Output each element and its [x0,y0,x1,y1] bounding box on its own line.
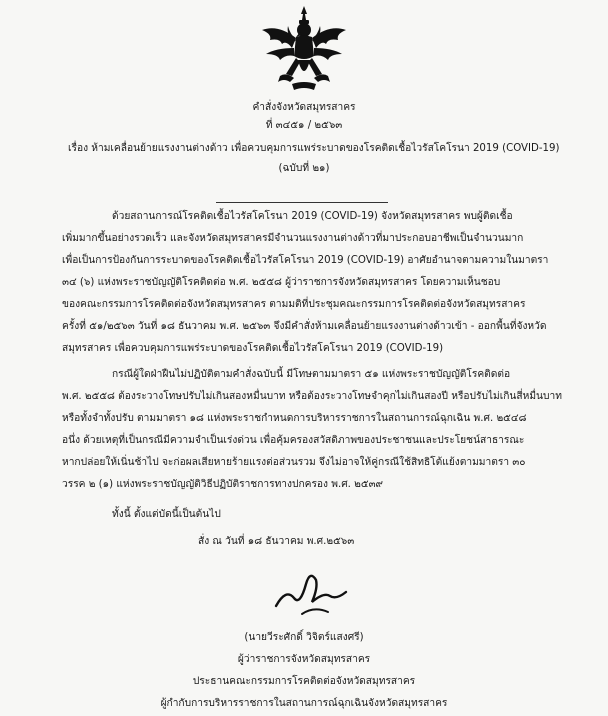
paragraph-1-line: สมุทรสาคร เพื่อควบคุมการแพร่ระบาดของโรคติดเชื้อไวรัสโคโรนา 2019 (COVID-19) [62,343,444,354]
paragraph-1-line: ๓๔ (๖) แห่งพระราชบัญญัติโรคติดต่อ พ.ศ. ๒๕๕๘ ผู้ว่าราชการจังหวัดสมุทรสาคร โดยความเห็นชอบ [62,277,501,288]
signatory-position: ผู้กำกับการบริหารราชการในสถานการณ์ฉุกเฉินจังหวัดสมุทรสาคร [160,698,448,709]
order-date: สั่ง ณ วันที่ ๑๘ ธันวาคม พ.ศ.๒๕๖๓ [198,536,355,547]
signatory-name: (นายวีระศักดิ์ วิจิตร์แสงศรี) [244,632,364,643]
signatory-position: ผู้ว่าราชการจังหวัดสมุทรสาคร [237,654,371,665]
paragraph-1-line: ด้วยสถานการณ์โรคติดเชื้อไวรัสโคโรนา 2019 (COVID-19) จังหวัดสมุทรสาคร พบผู้ติดเชื้อ [112,211,513,222]
paragraph-2-line: หรือทั้งจำทั้งปรับ ตามมาตรา ๑๘ แห่งพระราชกำหนดการบริหารราชการในสถานการณ์ฉุกเฉิน พ.ศ. ๒๕๔๘ [62,413,527,424]
order-title: คำสั่งจังหวัดสมุทรสาคร [252,102,356,113]
paragraph-1-line: ครั้งที่ ๕๑/๒๕๖๓ วันที่ ๑๘ ธันวาคม พ.ศ. ๒๕๖๓ จึงมีคำสั่งห้ามเคลื่อนย้ายแรงงานต่างด้าวเข้า - ออกพื้นที่จังหวัด [62,321,547,332]
paragraph-2-line: หากปล่อยให้เนิ่นช้าไป จะก่อผลเสียหายร้ายแรงต่อส่วนรวม จึงไม่อาจให้คู่กรณีใช้สิทธิโต้แย้งตามมาตรา ๓๐ [62,457,526,468]
signatory-position: ประธานคณะกรรมการโรคติดต่อจังหวัดสมุทรสาคร [192,676,416,687]
order-subject: เรื่อง ห้ามเคลื่อนย้ายแรงงานต่างด้าว เพื่อควบคุมการแพร่ระบาดของโรคติดเชื้อไวรัสโคโรนา 2019 (COVID-19) [68,143,560,154]
garuda-emblem-icon [256,4,352,96]
issue-number: (ฉบับที่ ๒๑) [278,163,330,174]
paragraph-2-line: พ.ศ. ๒๕๕๘ ต้องระวางโทษปรับไม่เกินสองหมื่นบาท หรือต้องระวางโทษจำคุกไม่เกินสองปี หรือปรับไม่เกินสี่หมื่นบาท [62,391,562,402]
header-divider [216,202,388,203]
paragraph-2-line: วรรค ๒ (๑) แห่งพระราชบัญญัติวิธีปฏิบัติราชการทางปกครอง พ.ศ. ๒๕๓๙ [62,479,383,490]
order-number: ที่ ๓๔๕๑ / ๒๕๖๓ [265,120,343,131]
effective-statement: ทั้งนี้ ตั้งแต่บัดนี้เป็นต้นไป [112,509,221,520]
paragraph-1-line: เพิ่มมากขึ้นอย่างรวดเร็ว และจังหวัดสมุทรสาครมีจำนวนแรงงานต่างด้าวที่มาประกอบอาชีพเป็นจำนวนมาก [62,233,524,244]
handwritten-signature [272,562,352,620]
paragraph-2-line: กรณีผู้ใดฝ่าฝืนไม่ปฏิบัติตามคำสั่งฉบับนี้ มีโทษตามมาตรา ๕๑ แห่งพระราชบัญญัติโรคติดต่อ [112,369,511,380]
paragraph-2-line: อนึ่ง ด้วยเหตุที่เป็นกรณีมีความจำเป็นเร่งด่วน เพื่อคุ้มครองสวัสดิภาพของประชาชนและประโยชน์สาธารณะ [62,435,525,446]
paragraph-1-line: ของคณะกรรมการโรคติดต่อจังหวัดสมุทรสาคร ตามมติที่ประชุมคณะกรรมการโรคติดต่อจังหวัดสมุทรสาคร [62,299,526,310]
paragraph-1-line: เพื่อเป็นการป้องกันการระบาดของโรคติดเชื้อไวรัสโคโรนา 2019 (COVID-19) อาศัยอำนาจตามความในมาตรา [62,255,549,266]
